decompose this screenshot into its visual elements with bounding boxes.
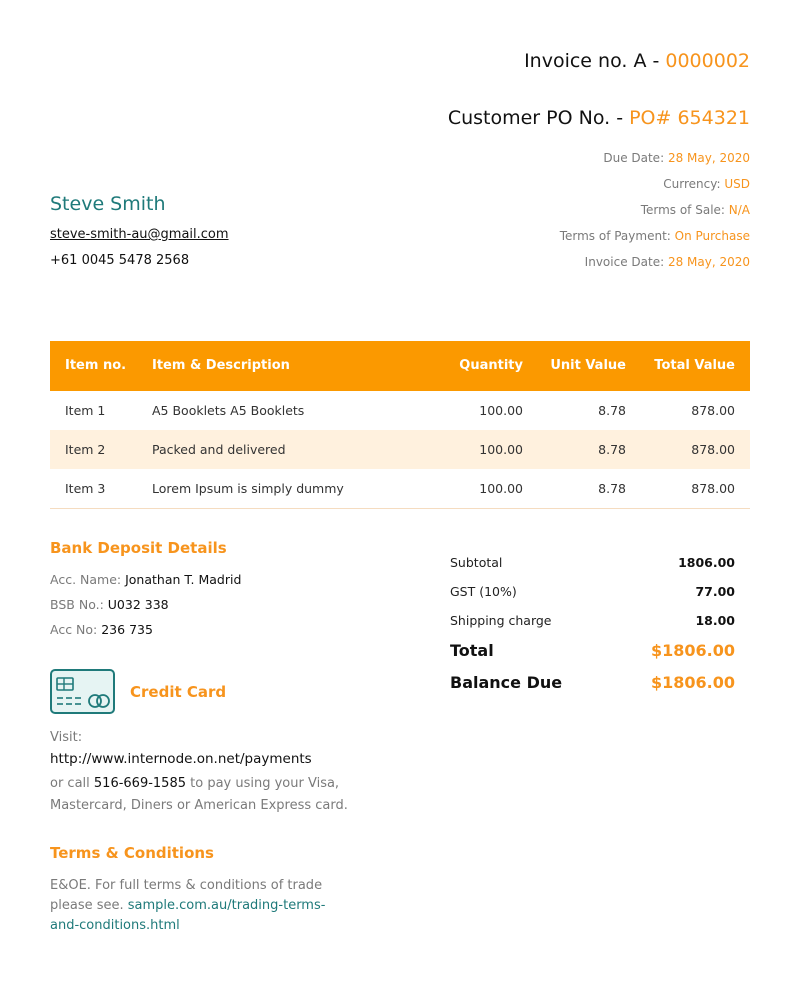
meta-terms-of-sale: Terms of Sale: N/A [640, 203, 750, 217]
subtotal-label: Subtotal [450, 555, 503, 570]
table-row [50, 469, 750, 509]
items-table [50, 341, 750, 509]
gst-label: GST (10%) [450, 584, 517, 599]
bank-acc-no: Acc No: 236 735 [50, 622, 153, 637]
payment-url-link[interactable]: http://www.internode.on.net/payments [50, 751, 312, 767]
invoice-meta [560, 150, 750, 280]
customer-name: Steve Smith [50, 193, 166, 215]
meta-due-date: Due Date: 28 May, 2020 [603, 151, 750, 165]
meta-currency: Currency: USD [663, 177, 750, 191]
meta-invoice-date: Invoice Date: 28 May, 2020 [584, 255, 750, 269]
meta-terms-of-payment: Terms of Payment: On Purchase [559, 229, 750, 243]
po-number: PO# 654321 [629, 107, 750, 129]
header-unit-value: Unit Value [550, 358, 626, 373]
row-description: A5 Booklets A5 Booklets [152, 403, 305, 418]
po-label: Customer PO No. - [447, 107, 630, 129]
row-item-no: Item 1 [65, 403, 106, 418]
row-unit-value: 8.78 [598, 481, 626, 496]
customer-email-link[interactable]: steve-smith-au@gmail.com [50, 227, 229, 242]
invoice-number-label: Invoice no. A - [524, 50, 666, 72]
shipping-label: Shipping charge [450, 613, 552, 628]
table-row [50, 430, 750, 469]
terms-link[interactable]: sample.com.au/trading-terms-and-conditions.html [50, 898, 326, 933]
header-total-value: Total Value [654, 358, 735, 373]
row-description: Lorem Ipsum is simply dummy [152, 481, 344, 496]
header-quantity: Quantity [459, 358, 523, 373]
credit-card-title: Credit Card [130, 683, 227, 701]
row-quantity: 100.00 [479, 442, 523, 457]
terms-title: Terms & Conditions [50, 844, 214, 862]
row-item-no: Item 3 [65, 481, 106, 496]
row-item-no: Item 2 [65, 442, 106, 457]
credit-card-icon [50, 669, 115, 714]
bank-details-title: Bank Deposit Details [50, 539, 227, 557]
balance-due-value: $1806.00 [650, 673, 735, 692]
row-total-value: 878.00 [691, 403, 735, 418]
table-row [50, 391, 750, 430]
header-item-no: Item no. [65, 358, 127, 373]
row-total-value: 878.00 [691, 481, 735, 496]
invoice-number: 0000002 [665, 50, 750, 72]
row-unit-value: 8.78 [598, 403, 626, 418]
row-description: Packed and delivered [152, 442, 286, 457]
bank-bsb: BSB No.: U032 338 [50, 597, 169, 612]
total-value: $1806.00 [650, 641, 735, 660]
payment-phone: 516-669-1585 [93, 776, 186, 791]
visit-label: Visit: [50, 730, 83, 745]
row-quantity: 100.00 [479, 481, 523, 496]
header-description: Item & Description [152, 358, 290, 373]
invoice-number-line [524, 50, 750, 72]
customer-po-line [448, 107, 750, 129]
payment-instructions: or call 516-669-1585 to pay using your Visa, Mastercard, Diners or American Express card. [50, 776, 348, 813]
total-label: Total [450, 641, 494, 660]
row-quantity: 100.00 [479, 403, 523, 418]
row-unit-value: 8.78 [598, 442, 626, 457]
terms-text: E&OE. For full terms & conditions of trade please see. sample.com.au/trading-terms-and-conditions.html [50, 878, 326, 933]
bank-acc-name: Acc. Name: Jonathan T. Madrid [50, 572, 242, 587]
gst-value: 77.00 [695, 584, 735, 599]
subtotal-value: 1806.00 [678, 555, 735, 570]
balance-due-label: Balance Due [450, 673, 563, 692]
customer-phone: +61 0045 5478 2568 [50, 253, 190, 268]
shipping-value: 18.00 [695, 613, 735, 628]
table-header [50, 341, 750, 391]
row-total-value: 878.00 [691, 442, 735, 457]
